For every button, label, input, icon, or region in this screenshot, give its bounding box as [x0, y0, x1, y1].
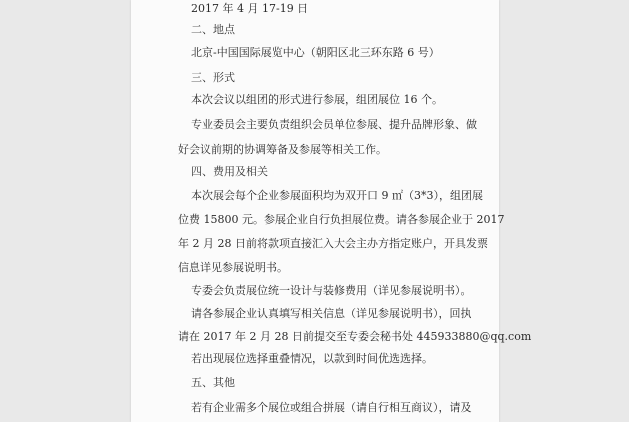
fee-line-4: 信息详见参展说明书。 — [178, 261, 288, 274]
fee-line-3: 年 2 月 28 日前将款项直接汇入大会主办方指定账户，开具发票 — [178, 237, 488, 250]
section-four-heading: 四、费用及相关 — [191, 165, 268, 178]
fee-line-2: 位费 15800 元。参展企业自行负担展位费。请各参展企业于 2017 — [178, 213, 505, 226]
committee-line-1: 专业委员会主要负责组织会员单位参展、提升品牌形象、做 — [191, 118, 477, 131]
date-line: 2017 年 4 月 17-19 日 — [191, 2, 309, 15]
section-three-heading: 三、形式 — [191, 71, 235, 84]
info-line-1: 请各参展企业认真填写相关信息（详见参展说明书），回执 — [191, 307, 472, 320]
fee-line-1: 本次展会每个企业参展面积均为双开口 9 ㎡（3*3），组团展 — [191, 189, 483, 202]
form-line: 本次会议以组团的形式进行参展，组团展位 16 个。 — [191, 93, 443, 106]
other-line: 若有企业需多个展位或组合拼展（请自行相互商议），请及 — [191, 401, 472, 414]
design-line: 专委会负责展位统一设计与装修费用（详见参展说明书）。 — [191, 284, 472, 297]
info-line-2: 请在 2017 年 2 月 28 日前提交至专委会秘书处 445933880@qq.com — [178, 330, 532, 343]
document-page — [131, 0, 532, 422]
committee-line-2: 好会议前期的协调筹备及参展等相关工作。 — [178, 143, 387, 156]
location-line: 北京-中国国际展览中心（朝阳区北三环东路 6 号） — [191, 46, 440, 59]
overlap-line: 若出现展位选择重叠情况，以款到时间优选选择。 — [191, 352, 433, 365]
section-two-heading: 二、地点 — [191, 23, 235, 36]
section-five-heading: 五、其他 — [191, 376, 235, 389]
